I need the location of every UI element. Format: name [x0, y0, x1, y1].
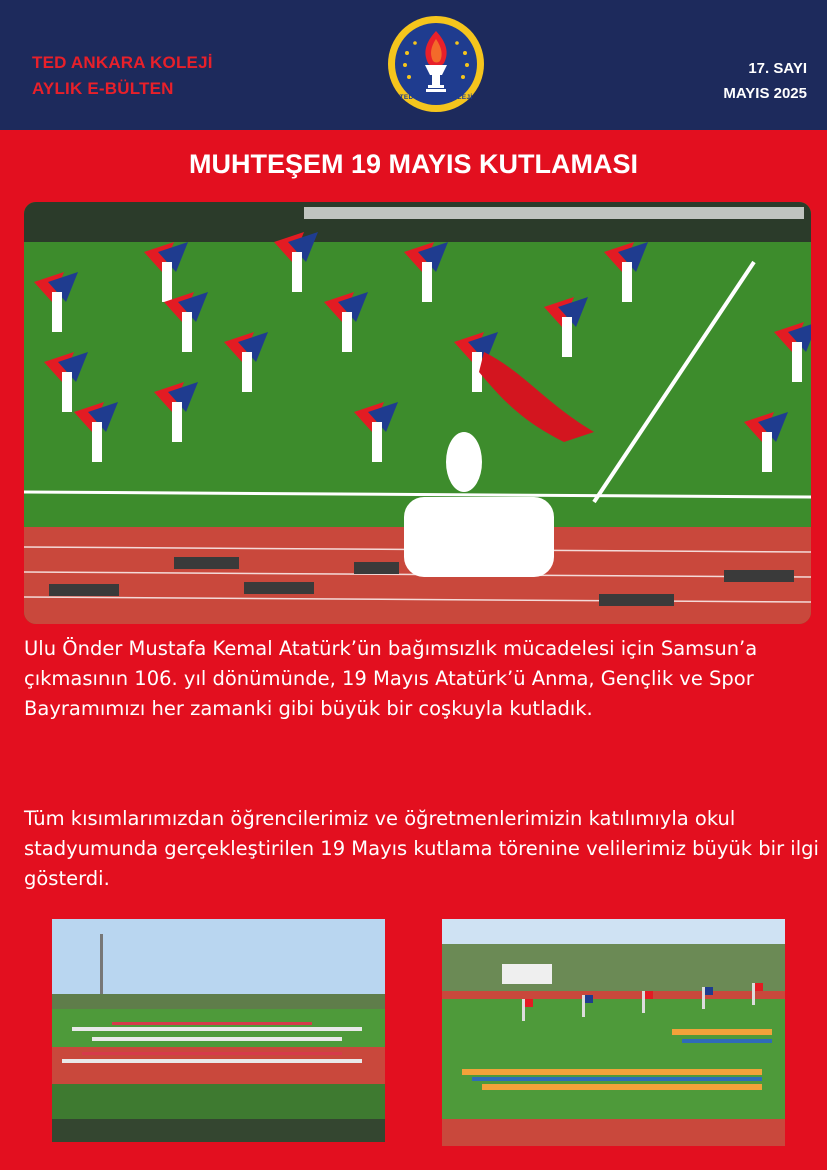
article-paragraph-1: Ulu Önder Mustafa Kemal Atatürk’ün bağımsızlık mücadelesi için Samsun’a çıkmasının 106. yıl dönümünde, 19 Mayıs Atatürk’ü Anma, Gençlik ve Spor Bayramımızı her zamanki gibi büyük bir coşkuyla kutladık. — [24, 637, 758, 720]
main-photo — [24, 202, 811, 624]
logo-caption: TED ANKARA KOLEJİ — [399, 94, 473, 101]
issue-info — [723, 56, 807, 106]
article-title: MUHTEŞEM 19 MAYIS KUTLAMASI — [188, 149, 639, 179]
brand-line-1: TED ANKARA KOLEJİ — [32, 53, 213, 72]
stadium-photo-right — [442, 919, 785, 1146]
brand-line-2: AYLIK E-BÜLTEN — [32, 79, 174, 98]
ted-torch-logo-icon — [388, 16, 484, 112]
article-paragraph-2: Tüm kısımlarımızdan öğrencilerimiz ve öğretmenlerimizin katılımıyla okul stadyumunda gerçekleştirilen 19 Mayıs kutlama törenine velilerimiz büyük bir ilgi gösterdi. — [24, 807, 819, 890]
issue-number: 17. SAYI — [748, 60, 807, 77]
stadium-photo-left — [52, 919, 385, 1142]
brand-title — [32, 50, 213, 102]
header-bar — [0, 0, 827, 130]
issue-date: MAYIS 2025 — [723, 85, 807, 102]
